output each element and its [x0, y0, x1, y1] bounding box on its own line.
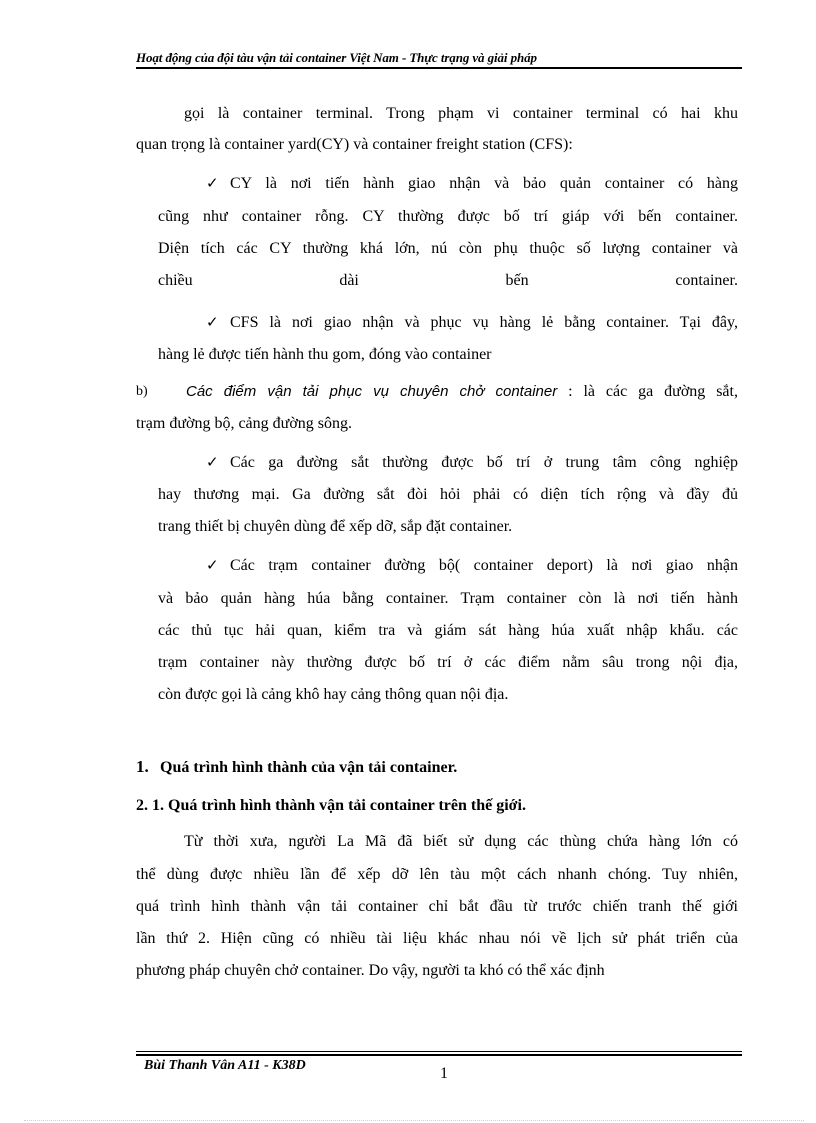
bullet-line: trang thiết bị chuyên dùng để xếp dỡ, sắp đặt container.: [158, 518, 513, 535]
bullet-line: và bảo quản hàng húa bằng container. Trạm container còn là nơi tiến hành: [158, 590, 738, 607]
checkmark-icon: ✓: [206, 556, 219, 574]
running-header: Hoạt động của đội tàu vận tải container Việt Nam - Thực trạng và giải pháp: [136, 50, 537, 65]
bullet-line: Diện tích các CY thường khá lớn, nú còn phụ thuộc số lượng container và: [158, 240, 738, 257]
bullet-line: còn được gọi là cảng khô hay cảng thông quan nội địa.: [158, 686, 509, 703]
bullet-line: trạm container này thường được bố trí ở các điểm nằm sâu trong nội địa,: [158, 654, 738, 671]
bullet-line: [206, 307, 738, 338]
heading-2: 2. 1. Quá trình hình thành vận tải container trên thế giới.: [136, 797, 526, 814]
bullet-line: [206, 168, 738, 199]
checkmark-icon: ✓: [206, 453, 219, 471]
footer-rule: [136, 1051, 742, 1052]
paragraph-line: phương pháp chuyên chở container. Do vậy, người ta khó có thể xác định: [136, 962, 605, 979]
bullet-text: Các ga đường sắt thường được bố trí ở trung tâm công nghiệp: [230, 454, 738, 471]
bullet-line: hàng lẻ được tiến hành thu gom, đóng vào container: [158, 346, 492, 363]
bullet-text: CFS là nơi giao nhận và phục vụ hàng lẻ bằng container. Tại đây,: [230, 314, 738, 331]
section-b-italic: Các điểm vận tải phục vụ chuyên chở container: [186, 383, 558, 400]
word: dài: [339, 272, 359, 289]
bullet-line: [206, 447, 738, 478]
checkmark-icon: ✓: [206, 313, 219, 331]
bullet-line: cũng như container rỗng. CY thường được bố trí giáp với bến container.: [158, 208, 738, 225]
paragraph-line: quá trình hình thành vận tải container chỉ bắt đầu từ trước chiến tranh thế giới: [136, 898, 738, 915]
bullet-text: CY là nơi tiến hành giao nhận và bảo quản container có hàng: [230, 175, 738, 192]
section-b-text: [186, 376, 738, 407]
section-b-line: [136, 376, 738, 407]
paragraph-line: trạm đường bộ, cảng đường sông.: [136, 415, 353, 432]
bullet-line-spread: [158, 265, 738, 296]
page-edge: [24, 1120, 804, 1121]
bullet-line: các thủ tục hải quan, kiểm tra và giám sát hàng húa xuất nhập khẩu. các: [158, 622, 738, 639]
heading-number: 1.: [136, 757, 149, 776]
paragraph-line: quan trọng là container yard(CY) và container freight station (CFS):: [136, 136, 573, 153]
footer-author: Bùi Thanh Vân A11 - K38D: [144, 1058, 306, 1073]
section-b-rest: : là các ga đường sắt,: [557, 383, 738, 400]
checkmark-icon: ✓: [206, 174, 219, 192]
heading-1: [136, 751, 738, 783]
bullet-line: [206, 550, 738, 581]
footer-rule: [136, 1054, 742, 1056]
page-number: 1: [440, 1065, 448, 1082]
word: chiều: [158, 272, 193, 289]
word: container.: [675, 272, 738, 289]
bullet-line: hay thương mại. Ga đường sắt đòi hỏi phải có diện tích rộng và đầy đủ: [158, 486, 738, 503]
paragraph-line: lần thứ 2. Hiện cũng có nhiều tài liệu khác nhau nói về lịch sử phát triển của: [136, 930, 738, 947]
paragraph-line: Từ thời xưa, người La Mã đã biết sử dụng các thùng chứa hàng lớn có: [184, 833, 738, 850]
bullet-text: Các trạm container đường bộ( container deport) là nơi giao nhận: [230, 557, 738, 574]
heading-text: Quá trình hình thành của vận tải container.: [160, 759, 458, 776]
paragraph-line: thể dùng được nhiều lần để xếp dỡ lên tàu một cách nhanh chóng. Tuy nhiên,: [136, 866, 738, 883]
paragraph-line: gọi là container terminal. Trong phạm vi container terminal có hai khu: [184, 105, 738, 122]
header-rule: [136, 67, 742, 69]
section-marker: b): [136, 384, 148, 399]
word: bến: [505, 272, 529, 289]
